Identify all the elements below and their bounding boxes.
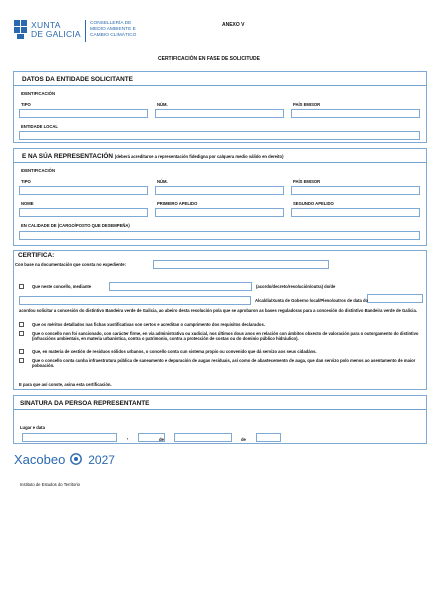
segundo-apelido-label: SEGUNDO APELIDO	[293, 201, 334, 206]
place-input[interactable]	[22, 433, 117, 442]
item3-checkbox[interactable]	[19, 331, 24, 336]
representation-section	[13, 148, 427, 246]
item5-checkbox[interactable]	[19, 358, 24, 363]
item1-text-a: Que neste concello, mediante	[32, 284, 92, 289]
rep-pais-input[interactable]	[291, 186, 420, 195]
xacobeo-year: 2027	[88, 453, 115, 467]
item5-text: Que o concello conta cunha infraestrutura pública de saneamento e depuración de augas residuais, así como de abastecemento de auga, que dan servizo polo menos ao asentamento de maior poboación.	[32, 358, 416, 368]
document-title: CERTIFICACIÓN EN FASE DE SOLICITUDE	[158, 56, 260, 62]
rep-pais-label: PAÍS EMISOR	[293, 179, 321, 184]
pais-label: PAÍS EMISOR	[293, 102, 321, 107]
representation-title: E NA SÚA REPRESENTACIÓN	[22, 153, 114, 160]
rep-tipo-label: TIPO	[21, 179, 31, 184]
place-date-label: Lugar e data	[20, 425, 45, 430]
certify-basis: Con base na documentación que consta no expediente:	[15, 262, 126, 267]
item3-text: Que o concello non foi sancionado, con carácter firme, en vía administrativa ou xudicial, nos últimos dous anos en relación con ámbitos obxecto de valoración para o outorgamento do distintivo (infraccións ambientais, en materia urbanística, contra o patrimonio, contra a protección de costas ou do dominio público hidráulico).	[32, 331, 419, 341]
xacobeo-shell-icon	[70, 453, 82, 465]
pais-input[interactable]	[291, 109, 420, 118]
num-input[interactable]	[155, 109, 284, 118]
expediente-input[interactable]	[153, 260, 329, 269]
logo-line2: DE GALICIA	[31, 29, 81, 39]
xacobeo-logo	[14, 451, 115, 469]
nome-label: NOME	[21, 201, 34, 206]
certify-closing: E para que así conste, asina esta certificación.	[19, 382, 112, 387]
item1-checkbox[interactable]	[19, 284, 24, 289]
year-input[interactable]	[256, 433, 281, 442]
signature-title: SINATURA DA PERSOA REPRESENTANTE	[20, 400, 150, 407]
item4-text: Que, en materia de xestión de residuos sólidos urbanos, o concello conta cun sistema propio ou convenido que dá servizo aos seus cidadáns.	[32, 349, 317, 354]
item1-text-c: Alcaldía/Xunta de Goberno local/Pleno/outros de data do	[255, 298, 369, 303]
signature-section	[13, 395, 427, 444]
representation-heading	[22, 153, 284, 160]
calidade-input[interactable]	[19, 231, 420, 240]
primeiro-apelido-label: PRIMEIRO APELIDO	[157, 201, 198, 206]
item2-text: Que os méritos detallados nas fichas xustificativas son certos e acreditan o cumprimento dos requisitos declarados.	[32, 322, 265, 327]
representation-note: (deberá acreditarse a representación fidedigna por calquera medio válido en dereito)	[114, 154, 284, 159]
item1-text-d: acordou solicitar a concesión do distintivo Bandeira verde de Galicia, ao abeiro desta resolución pola que se aprobaron as bases reguladoras para a concesión do distintivo Bandeira verde de Galicia.	[19, 308, 417, 313]
nome-input[interactable]	[19, 208, 148, 217]
item1-text-b: (acordo/decreto/resolución/outra) do/de	[256, 284, 336, 289]
divider	[14, 85, 426, 86]
logo-line1: XUNTA	[31, 20, 61, 30]
xunta-emblem-icon	[14, 20, 28, 40]
xunta-logo	[14, 20, 81, 42]
primeiro-apelido-input[interactable]	[155, 208, 284, 217]
dept-line2: MEDIO AMBIENTE E	[90, 27, 136, 32]
applicant-id-subtitle: IDENTIFICACIÓN	[21, 91, 55, 96]
de2-label: de	[241, 437, 246, 442]
data-input[interactable]	[367, 294, 423, 303]
dept-line3: CAMBIO CLIMÁTICO	[90, 33, 137, 38]
annex-label: ANEXO V	[222, 22, 245, 28]
month-input[interactable]	[174, 433, 232, 442]
rep-num-label: NÚM.	[157, 179, 168, 184]
certify-section	[13, 250, 427, 390]
acordo-input[interactable]	[109, 282, 252, 291]
applicant-title: DATOS DA ENTIDADE SOLICITANTE	[22, 76, 133, 83]
dept-line1: CONSELLERÍA DE	[90, 21, 132, 26]
segundo-apelido-input[interactable]	[291, 208, 420, 217]
entidade-local-input[interactable]	[19, 131, 420, 140]
entidade-local-label: ENTIDADE LOCAL	[21, 124, 58, 129]
divider	[14, 409, 426, 410]
divider	[14, 162, 426, 163]
department-name	[90, 21, 136, 39]
applicant-section	[13, 71, 427, 143]
organo-input[interactable]	[19, 296, 251, 305]
item2-checkbox[interactable]	[19, 322, 24, 327]
item4-checkbox[interactable]	[19, 349, 24, 354]
calidade-label: EN CALIDADE DE (CARGO/POSTO QUE DESEMPEÑA)	[21, 223, 130, 228]
num-label: NÚM.	[157, 102, 168, 107]
rep-num-input[interactable]	[155, 186, 284, 195]
rep-id-subtitle: IDENTIFICACIÓN	[21, 168, 55, 173]
comma: ,	[127, 435, 129, 441]
de1-label: de	[159, 437, 164, 442]
logo-divider	[85, 20, 86, 42]
rep-tipo-input[interactable]	[19, 186, 148, 195]
xacobeo-text: Xacobeo	[14, 452, 66, 467]
tipo-input[interactable]	[19, 109, 148, 118]
certify-title: CERTIFICA:	[18, 252, 55, 259]
institute-name: Instituto de Estudos do Territorio	[20, 482, 80, 487]
tipo-label: TIPO	[21, 102, 31, 107]
